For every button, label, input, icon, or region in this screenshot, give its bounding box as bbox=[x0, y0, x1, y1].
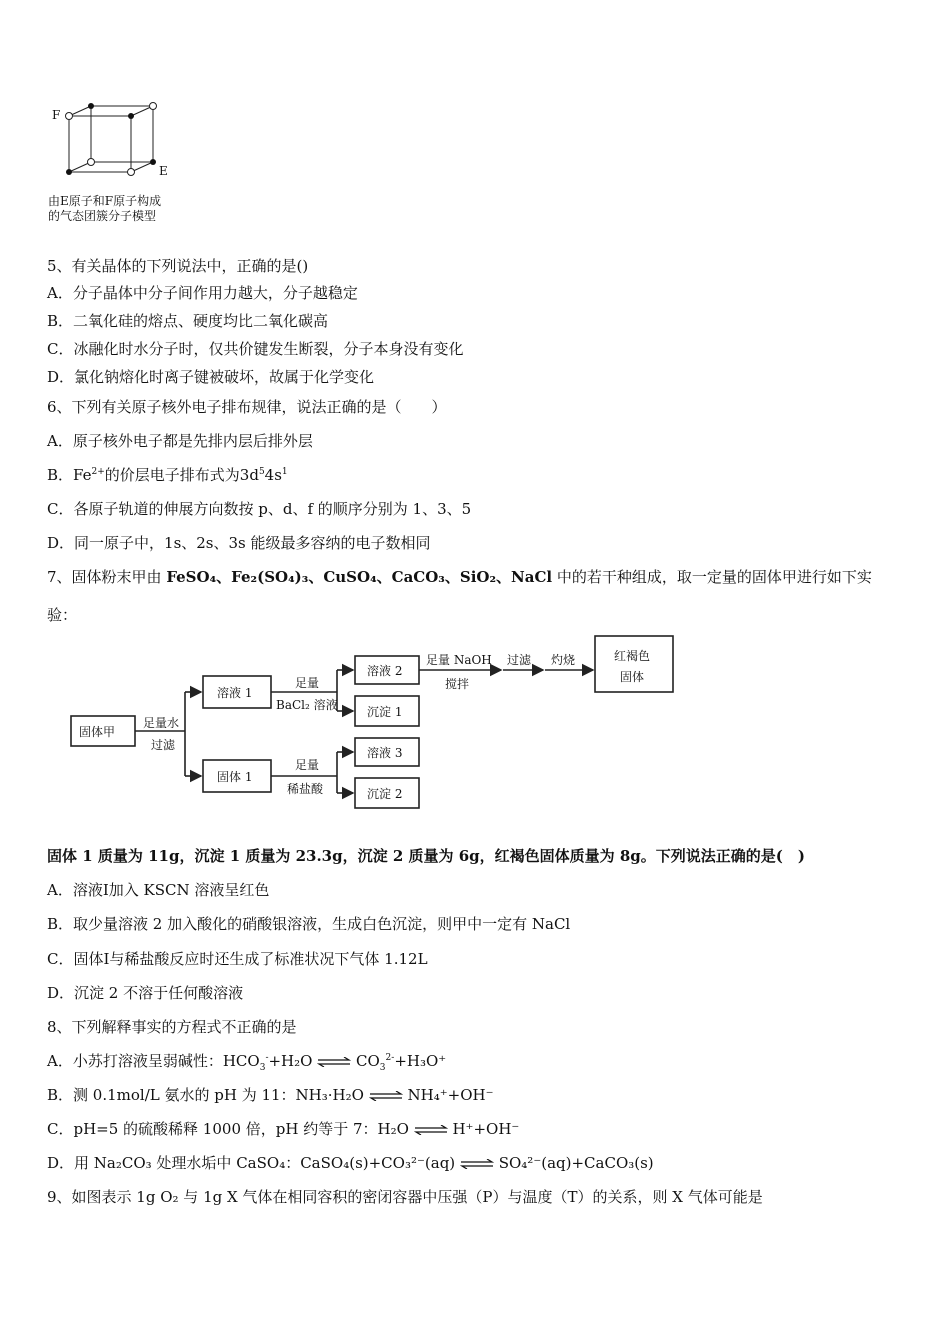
flow-filter: 过滤 bbox=[507, 653, 532, 667]
flow-sol3: 溶液 3 bbox=[367, 746, 403, 760]
q5-option-a: A．分子晶体中分子间作用力越大，分子越稳定 bbox=[47, 284, 358, 302]
flow-final-1: 红褐色 bbox=[614, 649, 651, 663]
q7-stem-line2: 验： bbox=[47, 606, 78, 624]
flow-step1-top: 足量水 bbox=[143, 716, 180, 730]
flow-solid1: 固体 1 bbox=[217, 770, 253, 784]
q5-stem: 5、有关晶体的下列说法中，正确的是() bbox=[47, 257, 309, 275]
q7-info: 固体 1 质量为 11g，沉淀 1 质量为 23.3g，沉淀 2 质量为 6g，红褐色固体质量为 8g。下列说法正确的是( ) bbox=[47, 847, 805, 865]
equilibrium-arrow-icon bbox=[460, 1159, 494, 1169]
cube-label-e: E bbox=[159, 164, 168, 178]
q6-option-c: C．各原子轨道的伸展方向数按 p、d、f 的顺序分别为 1、3、5 bbox=[47, 500, 472, 518]
equilibrium-arrow-icon bbox=[369, 1091, 403, 1101]
q8-option-b: B．测 0.1mol/L 氨水的 pH 为 11：NH₃·H₂O NH₄⁺+OH⁻ bbox=[47, 1086, 494, 1104]
q8-option-c: C．pH=5 的硫酸稀释 1000 倍，pH 约等于 7：H₂O H⁺+OH⁻ bbox=[47, 1120, 520, 1138]
flow-ppt2: 沉淀 2 bbox=[367, 787, 403, 801]
q8-option-a: A．小苏打溶液呈弱碱性：$HCO_3^-+H_2O$ $CO_3^{2-}+H_3O^+$ bbox=[47, 1052, 447, 1073]
q6-option-d: D．同一原子中，1s、2s、3s 能级最多容纳的电子数相同 bbox=[47, 534, 431, 552]
q6-option-a: A．原子核外电子都是先排内层后排外层 bbox=[47, 432, 313, 450]
q9-stem: 9、如图表示 1g O₂ 与 1g X 气体在相同容积的密闭容器中压强（P）与温度（T）的关系，则 X 气体可能是 bbox=[47, 1188, 763, 1206]
flow-hcl-bottom: 稀盐酸 bbox=[287, 782, 324, 796]
flow-step1-bottom: 过滤 bbox=[151, 738, 176, 752]
flow-naoh-bottom: 搅拌 bbox=[445, 677, 470, 691]
cube-caption-1: 由E原子和F原子构成 bbox=[48, 194, 162, 208]
q8-option-d: D．用 Na₂CO₃ 处理水垢中 CaSO₄：CaSO₄(s)+CO₃²⁻(aq) SO₄²⁻(aq)+CaCO₃(s) bbox=[47, 1154, 654, 1172]
equilibrium-arrow-icon bbox=[414, 1125, 448, 1135]
flow-ppt1: 沉淀 1 bbox=[367, 705, 403, 719]
flow-bacl2-top: 足量 bbox=[295, 676, 320, 690]
q5-option-d: D．氯化钠熔化时离子键被破坏，故属于化学变化 bbox=[47, 368, 375, 386]
q7-stem: 7、固体粉末甲由 FeSO₄、Fe₂(SO₄)₃、CuSO₄、CaCO₃、SiO₂、NaCl 中的若干种组成，取一定量的固体甲进行如下实 bbox=[47, 568, 872, 586]
q7-option-a: A．溶液Ⅰ加入 KSCN 溶液呈红色 bbox=[47, 881, 270, 899]
q7-option-c: C．固体Ⅰ与稀盐酸反应时还生成了标准状况下气体 1.12L bbox=[47, 950, 428, 968]
flow-sol2: 溶液 2 bbox=[367, 664, 403, 678]
equilibrium-arrow-icon bbox=[317, 1057, 351, 1067]
flow-start: 固体甲 bbox=[79, 725, 116, 739]
q6-option-b: B．$Fe^{2+}$的价层电子排布式为$3d^54s^1$ bbox=[47, 466, 288, 484]
cube-caption-2: 的气态团簇分子模型 bbox=[48, 209, 157, 223]
cube-diagram bbox=[45, 98, 195, 188]
flow-burn: 灼烧 bbox=[551, 653, 576, 667]
cube-figure bbox=[45, 98, 195, 228]
q7-flowchart bbox=[62, 630, 682, 820]
flow-final-2: 固体 bbox=[620, 670, 645, 684]
flow-hcl-top: 足量 bbox=[295, 758, 320, 772]
q7-option-b: B．取少量溶液 2 加入酸化的硝酸银溶液，生成白色沉淀，则甲中一定有 NaCl bbox=[47, 915, 571, 933]
q7-option-d: D．沉淀 2 不溶于任何酸溶液 bbox=[47, 984, 244, 1002]
cube-label-f: F bbox=[52, 108, 61, 122]
flow-bacl2-bottom: BaCl₂ 溶液 bbox=[276, 698, 338, 712]
q6-stem: 6、下列有关原子核外电子排布规律，说法正确的是（ ） bbox=[47, 398, 447, 416]
q8-stem: 8、下列解释事实的方程式不正确的是 bbox=[47, 1018, 297, 1036]
flow-naoh-top: 足量 NaOH bbox=[426, 653, 492, 667]
flow-sol1: 溶液 1 bbox=[217, 686, 253, 700]
q5-option-c: C．冰融化时水分子时，仅共价键发生断裂，分子本身没有变化 bbox=[47, 340, 464, 358]
q5-option-b: B．二氧化硅的熔点、硬度均比二氧化碳高 bbox=[47, 312, 329, 330]
